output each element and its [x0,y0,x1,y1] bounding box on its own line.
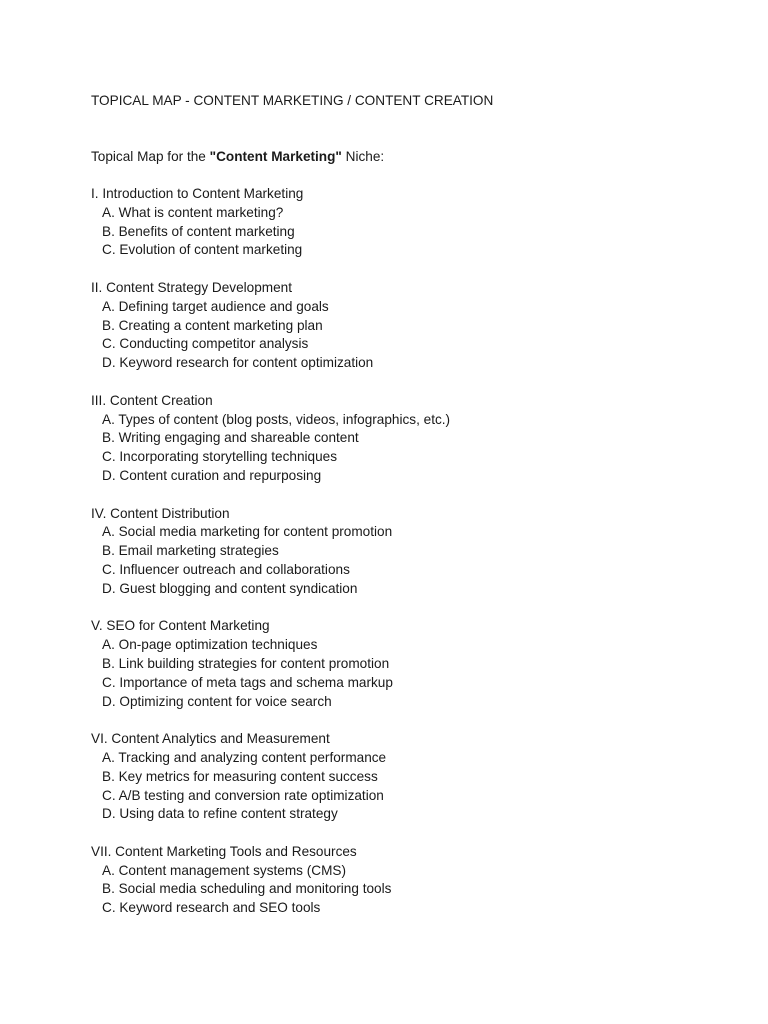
outline-section [91,185,731,260]
outline-section [91,843,731,918]
section-heading: I. Introduction to Content Marketing [91,186,304,201]
section-item: D. Content curation and repurposing [102,467,322,483]
section-item: D. Optimizing content for voice search [102,693,332,709]
section-item: D. Keyword research for content optimization [102,355,374,371]
section-item-list [91,862,731,918]
intro-prefix: Topical Map for the [91,149,210,164]
section-item-list [91,411,731,486]
section-item: B. Key metrics for measuring content success [102,768,378,784]
document-title: TOPICAL MAP - CONTENT MARKETING / CONTENT CREATION [91,93,494,108]
section-item: B. Link building strategies for content promotion [102,655,390,671]
section-heading: IV. Content Distribution [91,505,230,521]
section-heading: VI. Content Analytics and Measurement [91,731,330,747]
section-item: A. What is content marketing? [102,204,284,220]
outline-section [91,617,731,711]
outline-section [91,730,731,824]
section-item: B. Email marketing strategies [102,543,279,559]
section-item-list [91,749,731,824]
outline-section [91,505,731,599]
section-heading: VII. Content Marketing Tools and Resources [91,843,357,859]
section-item: B. Writing engaging and shareable content [102,430,359,446]
section-item: C. Conducting competitor analysis [102,336,309,352]
section-item: B. Benefits of content marketing [102,223,295,239]
section-item-list [91,298,731,373]
section-heading: III. Content Creation [91,392,213,408]
section-item: C. Importance of meta tags and schema markup [102,674,393,690]
topical-outline [91,185,731,937]
section-item: C. Evolution of content marketing [102,242,303,258]
section-item: A. Content management systems (CMS) [102,862,347,878]
section-item: A. Social media marketing for content promotion [102,524,393,540]
intro-niche-name: "Content Marketing" [209,149,342,164]
section-item: D. Guest blogging and content syndication [102,580,358,596]
section-item: A. Tracking and analyzing content performance [102,749,387,765]
section-item: D. Using data to refine content strategy [102,806,338,822]
section-heading: II. Content Strategy Development [91,279,292,295]
section-item: B. Creating a content marketing plan [102,317,323,333]
section-item-list [91,204,731,260]
intro-suffix: Niche: [341,149,385,164]
section-item: C. A/B testing and conversion rate optimization [102,787,384,803]
section-item-list [91,636,731,711]
section-item: C. Influencer outreach and collaborations [102,561,350,577]
section-item: B. Social media scheduling and monitoring tools [102,881,392,897]
section-item-list [91,523,731,598]
intro-line [91,148,384,166]
outline-section [91,279,731,373]
section-heading: V. SEO for Content Marketing [91,618,270,634]
section-item: A. Types of content (blog posts, videos, infographics, etc.) [102,411,451,427]
outline-section [91,392,731,486]
section-item: A. Defining target audience and goals [102,298,329,314]
section-item: C. Keyword research and SEO tools [102,900,321,916]
section-item: A. On-page optimization techniques [102,637,318,653]
section-item: C. Incorporating storytelling techniques [102,449,337,465]
